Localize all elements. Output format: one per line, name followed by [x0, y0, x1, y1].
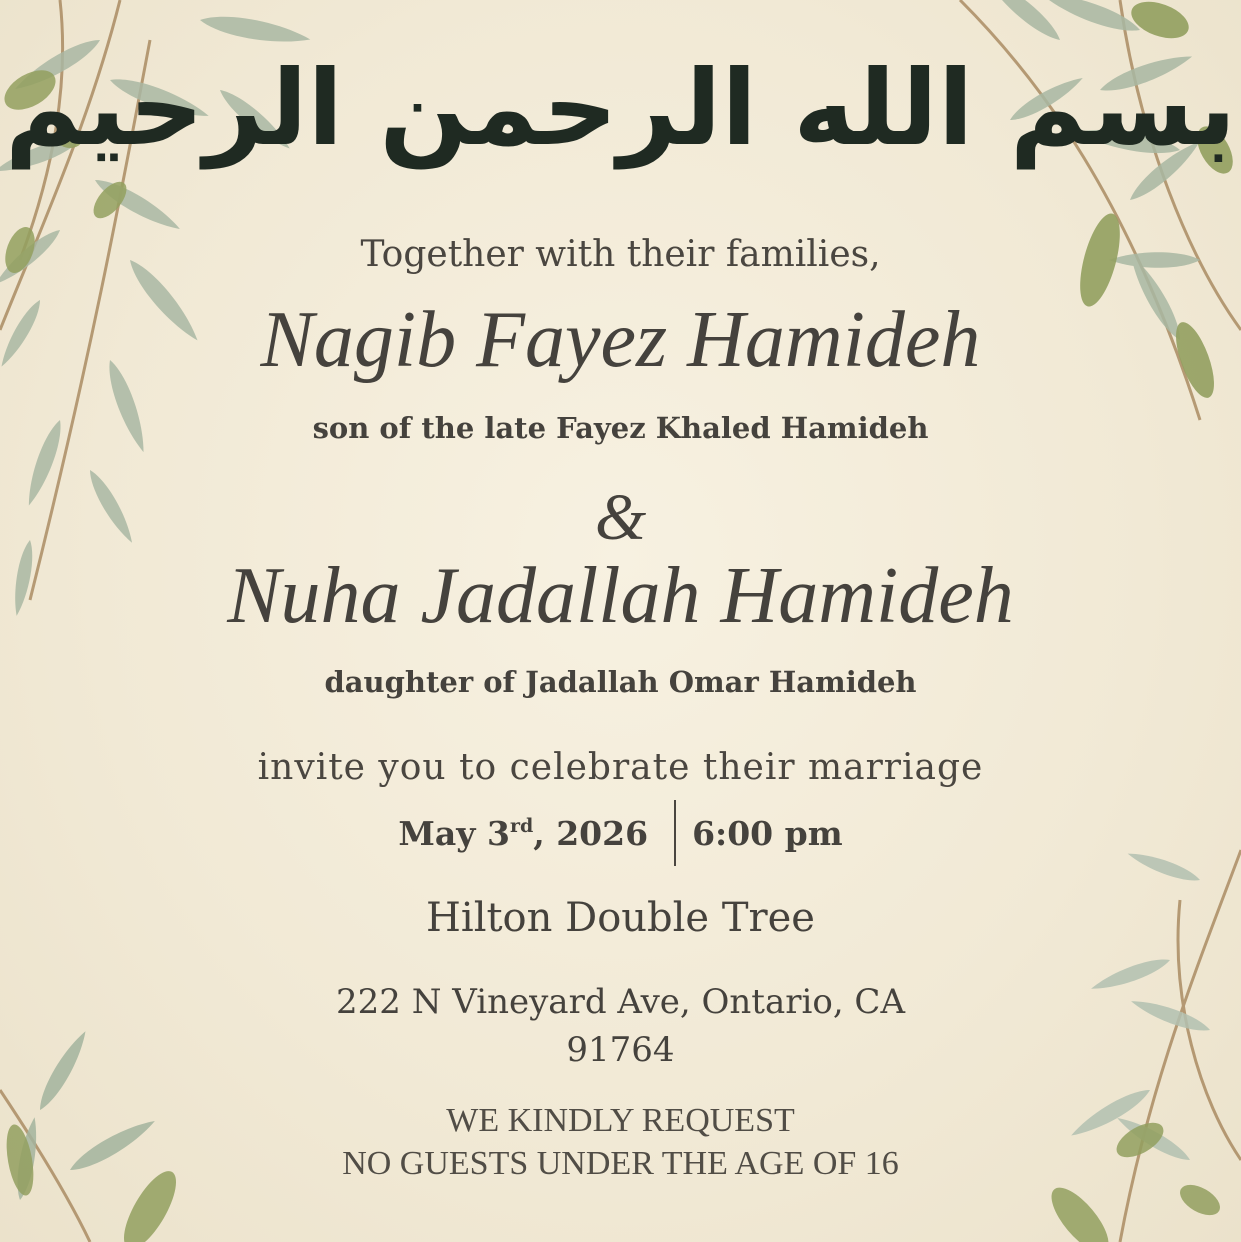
groom-parent-line: son of the late Fayez Khaled Hamideh — [312, 411, 929, 445]
date-time-row — [0, 800, 1241, 866]
request-note-line-2: NO GUESTS UNDER THE AGE OF 16 — [342, 1145, 899, 1182]
event-time: 6:00 pm — [692, 813, 843, 853]
request-note-line-1: WE KINDLY REQUEST — [446, 1102, 795, 1139]
groom-name: Nagib Fayez Hamideh — [260, 296, 981, 384]
bismillah-calligraphy: بسم الله الرحمن الرحيم — [4, 47, 1237, 169]
bride-name: Nuha Jadallah Hamideh — [227, 552, 1014, 640]
date-suffix: rd — [509, 814, 534, 837]
date-year: , 2026 — [533, 813, 649, 853]
date-main: May 3 — [398, 813, 510, 853]
event-date — [398, 814, 674, 853]
address-line-2: 91764 — [566, 1030, 675, 1070]
venue-name: Hilton Double Tree — [426, 895, 815, 941]
ampersand: & — [594, 481, 647, 554]
bride-parent-line: daughter of Jadallah Omar Hamideh — [324, 665, 917, 699]
venue-address — [0, 978, 1241, 1074]
intro-line: Together with their families, — [360, 234, 881, 275]
address-line-1: 222 N Vineyard Ave, Ontario, CA — [335, 982, 906, 1022]
invite-line: invite you to celebrate their marriage — [257, 747, 984, 788]
